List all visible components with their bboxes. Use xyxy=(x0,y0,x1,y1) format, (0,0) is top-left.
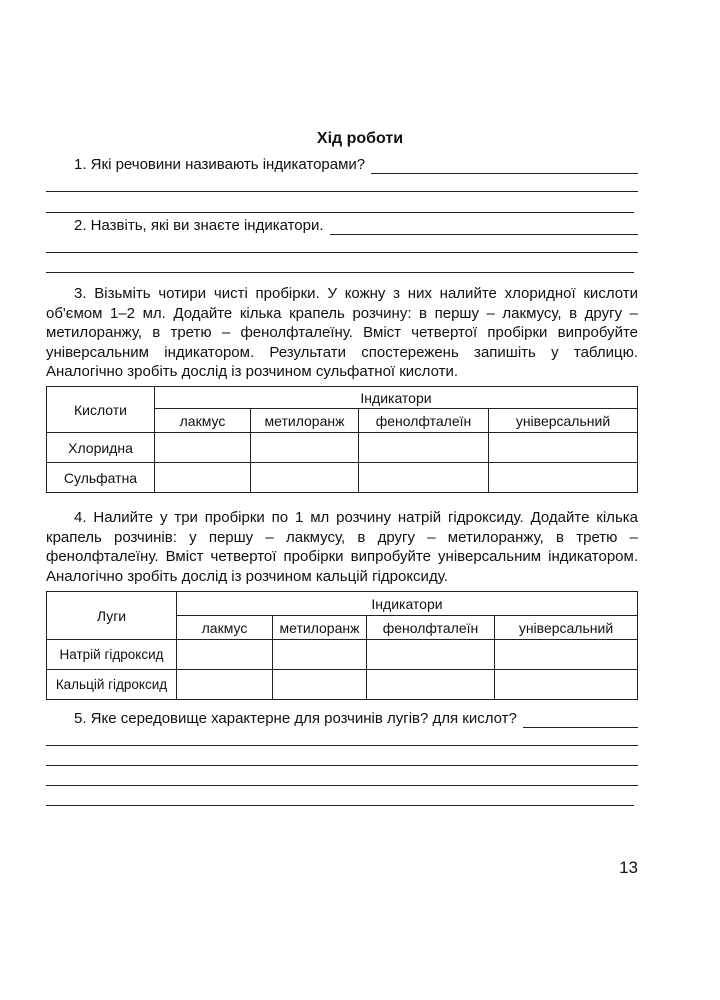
question-2-text: 2. Назвіть, які ви знаєте індикатори. xyxy=(74,217,324,234)
answer-line-5c[interactable] xyxy=(46,785,638,786)
table2-cell[interactable] xyxy=(367,670,495,700)
question-4-text: 4. Налийте у три пробірки по 1 мл розчину натрій гідроксиду. Додайте кілька крапель розчинів: у першу – лакмусу, в другу – метилоранжу, в третю – фенолфталеїну. Вміст четвертої пробірки випробуйте універсальним індикатором. Аналогічно зробіть дослід із розчином кальцій гідроксиду. xyxy=(46,509,638,585)
table2-row-header: Луги xyxy=(47,592,177,640)
question-2 xyxy=(46,216,638,235)
table1-col-header: метилоранж xyxy=(251,409,359,433)
answer-line-2b[interactable] xyxy=(46,272,634,273)
table2-col-header: універсальний xyxy=(495,616,638,640)
question-1 xyxy=(46,155,638,174)
table1-cell[interactable] xyxy=(359,433,489,463)
table1-row-label: Хлоридна xyxy=(47,433,155,463)
table1-col-header: фенолфталеїн xyxy=(359,409,489,433)
question-1-text: 1. Які речовини називають індикаторами? xyxy=(74,156,366,173)
table2-col-header: лакмус xyxy=(177,616,273,640)
question-5-text: 5. Яке середовище характерне для розчинів лугів? для кислот? xyxy=(74,710,517,727)
table1-cell[interactable] xyxy=(155,463,251,493)
table1-cell[interactable] xyxy=(359,463,489,493)
answer-line-1b[interactable] xyxy=(46,212,634,213)
table2-cell[interactable] xyxy=(177,640,273,670)
page-heading: Хід роботи xyxy=(316,130,404,147)
answer-line-5b[interactable] xyxy=(46,765,638,766)
table2-cell[interactable] xyxy=(273,670,367,700)
table2-group-header: Індикатори xyxy=(177,592,638,616)
table1-col-header: універсальний xyxy=(489,409,638,433)
table2-col-header: метилоранж xyxy=(273,616,367,640)
table1-row-header: Кислоти xyxy=(47,387,155,433)
answer-line-1-inline[interactable] xyxy=(371,159,638,174)
answer-line-5a[interactable] xyxy=(46,745,638,746)
question-5 xyxy=(46,709,638,728)
answer-line-2a[interactable] xyxy=(46,252,638,253)
question-3-text: 3. Візьміть чотири чисті пробірки. У кожну з них налийте хлоридної кислоти об'ємом 1–2 мл. Додайте кілька крапель розчину: в першу – лакмусу, в другу – метилоранжу, в третю – фенолфталеїну. Вміст четвертої пробірки випробуйте універсальним індикатором. Результати спостережень запишіть у таблицю. Аналогічно зробіть дослід із розчином сульфатної кислоти. xyxy=(46,285,638,380)
table1-group-header: Індикатори xyxy=(155,387,638,409)
table2-row-label: Натрій гідроксид xyxy=(47,640,177,670)
table2-row-label: Кальцій гідроксид xyxy=(47,670,177,700)
answer-line-5-inline[interactable] xyxy=(523,713,638,728)
answer-line-2-inline[interactable] xyxy=(330,220,638,235)
table2-cell[interactable] xyxy=(495,670,638,700)
answer-line-1a[interactable] xyxy=(46,191,638,192)
table2-cell[interactable] xyxy=(273,640,367,670)
table1-cell[interactable] xyxy=(489,433,638,463)
table1-cell[interactable] xyxy=(155,433,251,463)
table1-cell[interactable] xyxy=(251,463,359,493)
table2-cell[interactable] xyxy=(177,670,273,700)
table1-row-label: Сульфатна xyxy=(47,463,155,493)
table1-cell[interactable] xyxy=(489,463,638,493)
table1-cell[interactable] xyxy=(251,433,359,463)
page-number: 13 xyxy=(619,858,638,877)
acids-indicator-table xyxy=(46,386,638,493)
table2-col-header: фенолфталеїн xyxy=(367,616,495,640)
alkalis-indicator-table xyxy=(46,591,638,700)
table2-cell[interactable] xyxy=(495,640,638,670)
table1-col-header: лакмус xyxy=(155,409,251,433)
table2-cell[interactable] xyxy=(367,640,495,670)
answer-line-5d[interactable] xyxy=(46,805,634,806)
